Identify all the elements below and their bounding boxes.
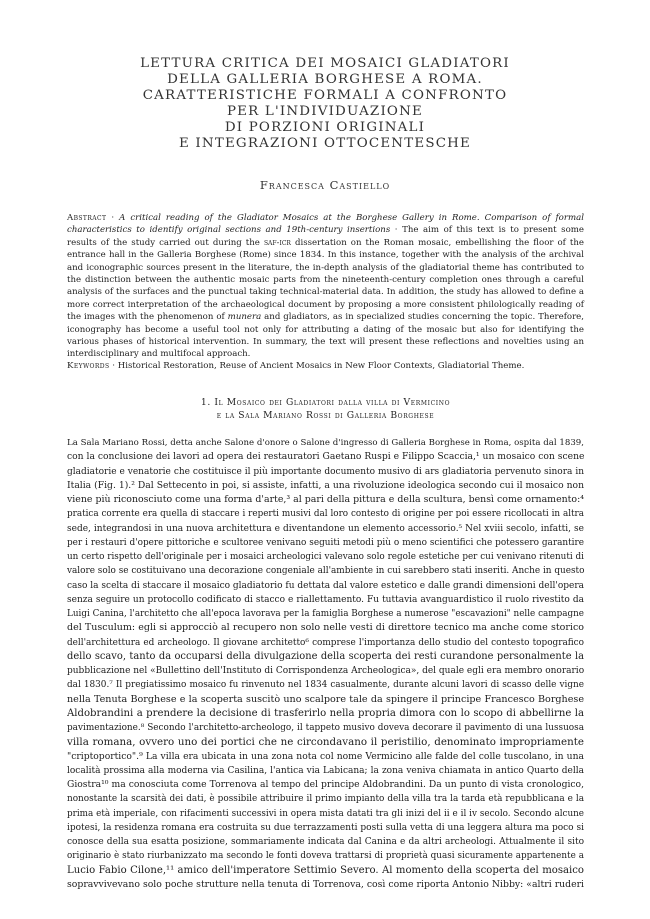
body-line: Luigi Canina, l'architetto che all'epoca lavorava per la famiglia Borghese a numerose "escavazioni" nelle campagne [67,609,584,619]
body-line: del Tusculum: egli si approcciò al recupero non solo nelle vesti di direttore tecnico ma anche come storico [67,622,584,634]
body-line: sede, integrandosi in una nuova architettura e diventandone un elemento accessorio.⁵ Nel xviii secolo, infatti, se [67,523,584,534]
abstract-term: munera [227,312,262,323]
keywords [67,360,584,372]
body-line: per i restauri d'opere pittoriche e scultoree venivano seguiti metodi più o meno scientifici che potessero garantire [67,537,584,548]
abstract-text: dissertation on the Roman mosaic, embellishing the floor of the entrance hall in the Galleria Borghese (Rome) since 1834. In this instance, together with the analysis of the archival and iconographic sources present in the literature, the in-depth analysis of the gladiatorial theme has contributed to the distinction between the authentic mosaic parts from the nineteenth-century completion ones through a careful analysis of the surfaces and the punctual taking technical-material data. In addition, the study has allowed to define a more correct interpretation of the archaeological document by proposing a more consistent philologically reading of the images with the phenomenon of [67,237,584,323]
section-heading-line: e la Sala Mariano Rossi di Galleria Borghese [216,410,435,421]
abstract-label: Abstract [67,213,107,223]
keywords-label: Keywords [67,361,110,371]
title-line: LETTURA CRITICA DEI MOSAICI GLADIATORI [140,56,510,71]
body-line: pubblicazione nel «Bullettino dell'Instituto di Corrispondenza Archeologica», del quale egli era membro onorario [67,666,584,676]
body-line: senza seguire un protocollo codificato di stacco e riallettamento. Fu tuttavia avanguardistico il ruolo rivestito da [67,594,584,605]
separator: · [109,361,118,371]
body-line: località prossima alla moderna via Casilina, l'antica via Labicana; la zona veniva chiamata in antico Quarto della [67,765,584,776]
body-line: nonostante la scarsità dei dati, è possibile attribuire il primo impianto della villa tra la tarda età repubblicana e la [67,794,584,805]
body-line: pavimentazione.⁸ Secondo l'architetto-archeologo, il tappeto musivo doveva decorare il pavimento di una lussuosa [67,723,584,733]
title-line: PER L'INDIVIDUAZIONE [226,104,424,119]
body-text [67,436,584,892]
keywords-text: Historical Restoration, Reuse of Ancient Mosaics in New Floor Contexts, Gladiatorial Theme. [117,361,525,371]
title-line: DELLA GALLERIA BORGHESE A ROMA. [167,72,483,87]
body-line: nella Tenuta Borghese e la scoperta suscitò uno scalpore tale da spingere il principe Francesco Borghese [67,693,584,705]
body-line: Italia (Fig. 1).² Dal Settecento in poi, si assiste, infatti, a una rivoluzione ideologica secondo cui il mosaico non [67,479,584,491]
body-line: Lucio Fabio Cilone,¹¹ amico dell'imperatore Settimio Severo. Al momento della scoperta del mosaico [67,864,584,876]
separator: · [106,213,120,223]
section-heading [67,396,584,422]
abstract [67,212,584,361]
body-line: valore solo se costituivano una decorazione congeniale all'ambiente in cui sarebbero stati inseriti. Anche in questo [67,566,584,577]
abstract-text: The aim of this text is to present some results of the study carried out during the [67,225,585,248]
body-line: viene più riconosciuto come una forma d'arte,³ al pari della pittura e della scultura, bensì come ornamento:⁴ [67,494,584,505]
abstract-acronym: saf-icr [263,237,291,248]
body-line: dello scavo, tanto da occuparsi della divulgazione della scoperta dei resti curandone personalmente la [67,650,584,662]
title-line: DI PORZIONI ORIGINALI [224,120,426,135]
body-line: "criptoportico".⁹ La villa era ubicata in una zona nota col nome Vermicino alle falde del colle tuscolano, in una [67,750,584,762]
body-line: conosce della sua esatta posizione, sommariamente indicata dal Canina e da altri archeologi. Attualmente il sito [67,837,584,847]
body-line: ipotesi, la residenza romana era costruita su due terrazzamenti posti sulla vetta di una leggera altura ma poco si [67,822,584,833]
section-heading-line: 1. Il Mosaico dei Gladiatori dalla villa di Vermicino [200,397,451,408]
body-line: pratica corrente era quella di staccare i reperti musivi dal loro contesto di origine per poi essere ricollocati in altra [67,509,584,520]
title-line: CARATTERISTICHE FORMALI A CONFRONTO [142,88,508,103]
abstract-english-title: A critical reading of the Gladiator Mosaics at the Borghese Gallery in Rome. Comparison of formal characteristics to identify original sections and 19th-century insertions [67,213,584,236]
body-line: dal 1830.⁷ Il pregiatissimo mosaico fu rinvenuto nel 1834 casualmente, durante alcuni lavori di scasso delle vigne [67,680,584,691]
title-line: E INTEGRAZIONI OTTOCENTESCHE [178,136,471,151]
paper-title [80,56,570,152]
body-line: villa romana, ovvero uno dei portici che ne circondavano il peristilio, denominato impropriamente [67,736,584,749]
body-line: sopravvivevano solo poche strutture nella tenuta di Torrenova, così come riporta Antonio Nibby: «altri ruderi [67,878,584,890]
body-line: originario è stato riurbanizzato ma secondo le fonti doveva trattarsi di proprietà quasi sicuramente appartenente a [67,851,584,862]
body-line: Aldobrandini a prendere la decisione di trasferirlo nella propria dimora con lo scopo di abbellirne la [67,707,584,719]
body-line: un certo rispetto dell'originale per i mosaici archeologici valevano solo regole estetiche per cui venivano ritenuti di [67,552,584,562]
body-line: caso la scelta di staccare il mosaico gladiatorio fu dettata dal valore estetico e dalle grandi dimensioni dell'opera [67,580,584,591]
body-line: La Sala Mariano Rossi, detta anche Salone d'onore o Salone d'ingresso di Galleria Borghese in Roma, ospita dal 1839, [67,438,584,448]
body-line: prima età imperiale, con rifacimenti successivi in opera mista datati tra gli inizi del ii e il iv secolo. Secondo alcune [67,808,584,819]
separator: · [390,225,403,236]
body-line: Giostra¹⁰ ma conosciuta come Torrenova al tempo del principe Aldobrandini. Da un punto di vista cronologico, [67,779,584,790]
abstract-text: and gladiators, as in specialized studies concerning the topic. Therefore, iconography has become a useful tool not only for attributing a dating of the mosaic but also for identifying the various phases of historical intervention. In summary, the text will present these reflections and novelties using an interdisciplinary and multifocal approach. [67,312,584,360]
author-name: Francesca Castiello [259,178,391,192]
body-line: dell'architettura ed archeologo. Il giovane architetto⁶ comprese l'importanza dello studio del contesto topografico [67,637,584,648]
body-line: con la conclusione dei lavori ad opera dei restauratori Gaetano Ruspi e Filippo Scaccia,¹ un mosaico con scene [67,451,584,463]
body-line: gladiatorie e venatorie che costituisce il più importante documento musivo di ars gladiatoria pervenuto sinora in [67,466,584,477]
